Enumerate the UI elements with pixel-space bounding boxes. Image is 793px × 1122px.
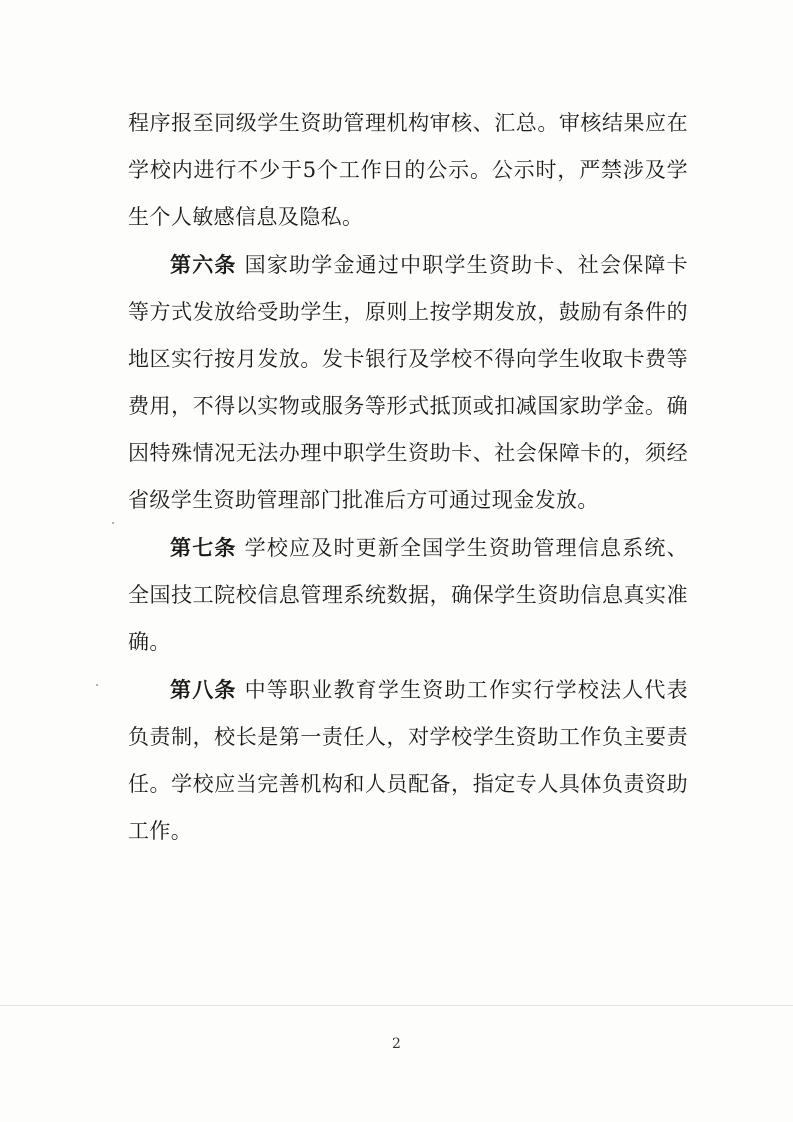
- paragraph-continuation: [128, 100, 688, 241]
- article-heading: 第八条: [170, 677, 237, 702]
- paragraph-article-7: [128, 524, 688, 666]
- paragraph-article-6: [128, 241, 688, 524]
- paragraph-text: 程序报至同级学生资助管理机构审核、汇总。审核结果应在学校内进行不少于5个工作日的公示。公示时，严禁涉及学生个人敏感信息及隐私。: [128, 111, 688, 229]
- paragraph-text: 国家助学金通过中职学生资助卡、社会保障卡等方式发放给受助学生，原则上按学期发放，鼓励有条件的地区实行按月发放。发卡银行及学校不得向学生收取卡费等费用，不得以实物或服务等形式抵顶或扣减国家助学金。确因特殊情况无法办理中职学生资助卡、社会保障卡的，须经省级学生资助管理部门批准后方可通过现金发放。: [128, 253, 689, 512]
- paragraph-text: 学校应及时更新全国学生资助管理信息系统、全国技工院校信息管理系统数据，确保学生资助信息真实准确。: [128, 536, 689, 654]
- scan-speck: [96, 684, 98, 686]
- page-number: 2: [392, 1036, 401, 1052]
- article-heading: 第七条: [170, 535, 237, 560]
- scan-edge-line: [0, 1005, 793, 1006]
- paragraph-article-8: [128, 666, 688, 855]
- article-heading: 第六条: [170, 252, 237, 277]
- paragraph-text: 中等职业教育学生资助工作实行学校法人代表负责制，校长是第一责任人，对学校学生资助工作负主要责任。学校应当完善机构和人员配备，指定专人具体负责资助工作。: [128, 678, 689, 843]
- scan-speck: [112, 522, 114, 524]
- document-body: [128, 100, 688, 855]
